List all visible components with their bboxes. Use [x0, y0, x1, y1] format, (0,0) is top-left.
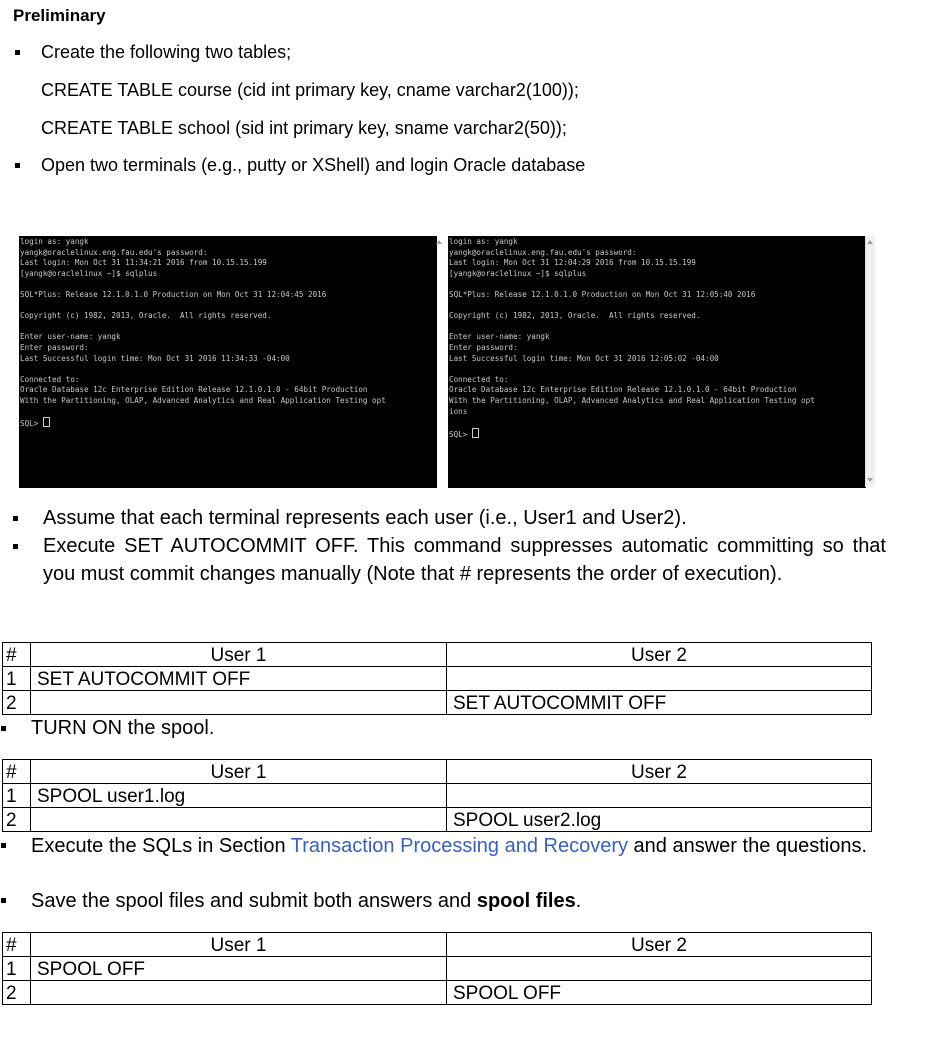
terminal-window-user2[interactable] [448, 236, 866, 488]
row-num: 1 [3, 667, 31, 691]
row-num: 1 [3, 957, 31, 981]
row-num: 1 [3, 784, 31, 808]
terminal-line [20, 301, 437, 312]
terminal-line: Enter user-name: yangk [20, 332, 121, 342]
terminal-line [449, 279, 866, 290]
table-row [3, 957, 872, 981]
bullet-autocommit: Execute SET AUTOCOMMIT OFF. This command suppresses automatic committing so that you must commit changes manually (Note that # represents the order of execution). [43, 535, 886, 585]
cursor-icon [472, 428, 479, 438]
header-num: # [3, 760, 31, 784]
user2-cell [447, 784, 872, 808]
header-num: # [3, 643, 31, 667]
terminal-line: Last Successful login time: Mon Oct 31 2016 11:34:33 -04:00 [20, 353, 290, 363]
bullet-marker [13, 544, 18, 549]
row-num: 2 [3, 981, 31, 1005]
table-spool-off [2, 932, 872, 1005]
terminal-line: SQL*Plus: Release 12.1.0.1.0 Production on Mon Oct 31 12:05:40 2016 [449, 289, 756, 299]
row-num: 2 [3, 808, 31, 832]
terminal-line: login as: yangk [20, 237, 89, 246]
table-autocommit [2, 642, 872, 715]
bullet-create-tables: Create the following two tables; [41, 42, 292, 62]
terminal-line: [yangk@oraclelinux ~]$ sqlplus [449, 268, 587, 278]
bullet-marker [1, 843, 6, 848]
terminal-line [449, 322, 866, 333]
user1-cell: SPOOL OFF [31, 957, 447, 981]
terminal-line [449, 364, 866, 375]
user1-cell [31, 981, 447, 1005]
terminal-scrollbar[interactable] [865, 236, 875, 487]
user1-cell: SET AUTOCOMMIT OFF [31, 667, 447, 691]
section-heading: Preliminary [13, 6, 106, 25]
bullet-execute-sqls [31, 833, 891, 861]
terminal-line: yangk@oraclelinux.eng.fau.edu's password: [449, 247, 637, 257]
terminal-line: ions [449, 406, 468, 416]
terminal-line: Copyright (c) 1982, 2013, Oracle. All rights reserved. [449, 311, 701, 321]
bullet-marker [1, 726, 6, 731]
bullet-open-terminals: Open two terminals (e.g., putty or XShell) and login Oracle database [41, 155, 586, 175]
user1-cell: SPOOL user1.log [31, 784, 447, 808]
terminal-line: Enter password: [20, 342, 89, 352]
bullet-marker [1, 898, 6, 903]
bullet-save-spool [31, 888, 891, 916]
bullet-marker [13, 516, 18, 521]
header-user1: User 1 [31, 643, 447, 667]
terminal-line: Copyright (c) 1982, 2013, Oracle. All rights reserved. [20, 311, 272, 321]
table-row [3, 667, 872, 691]
section-link[interactable]: Transaction Processing and Recovery [290, 835, 628, 857]
table-row [3, 981, 872, 1005]
terminal-line: Last login: Mon Oct 31 12:04:29 2016 from 10.15.15.199 [449, 258, 696, 268]
header-user1: User 1 [31, 760, 447, 784]
save-text-bold: spool files [476, 890, 576, 912]
user1-cell [31, 808, 447, 832]
bullet-marker [15, 50, 20, 55]
terminal-line [449, 417, 866, 428]
table-row [3, 808, 872, 832]
terminal-line: Oracle Database 12c Enterprise Edition Release 12.1.0.1.0 - 64bit Production [20, 385, 368, 395]
header-num: # [3, 933, 31, 957]
scroll-up-icon[interactable] [436, 240, 442, 244]
table-spool-on [2, 759, 872, 832]
terminal-line: Enter password: [449, 342, 518, 352]
terminal-line: Last Successful login time: Mon Oct 31 2016 12:05:02 -04:00 [449, 353, 719, 363]
terminal-line [20, 322, 437, 333]
header-user2: User 2 [447, 643, 872, 667]
scroll-down-icon[interactable] [867, 478, 873, 482]
terminal-line: login as: yangk [449, 237, 518, 246]
scroll-up-icon[interactable] [867, 240, 873, 244]
user2-cell: SET AUTOCOMMIT OFF [447, 691, 872, 715]
sql-create-school: CREATE TABLE school (sid int primary key, sname varchar2(50)); [41, 118, 567, 138]
terminal-line: Enter user-name: yangk [449, 332, 550, 342]
user2-cell [447, 957, 872, 981]
table-row [3, 691, 872, 715]
user2-cell [447, 667, 872, 691]
terminal-line: With the Partitioning, OLAP, Advanced Analytics and Real Application Testing opt [449, 395, 815, 405]
terminal-line [449, 301, 866, 312]
terminal-line: [yangk@oraclelinux ~]$ sqlplus [20, 268, 158, 278]
save-text-after: . [575, 890, 582, 912]
terminal-line: With the Partitioning, OLAP, Advanced Analytics and Real Application Testing opt [20, 395, 386, 405]
terminal-window-user1[interactable] [19, 236, 437, 488]
terminal-line [20, 279, 437, 290]
header-user1: User 1 [31, 933, 447, 957]
bullet-marker [15, 163, 20, 168]
user2-cell: SPOOL user2.log [447, 808, 872, 832]
terminal-line [20, 364, 437, 375]
bullet-assume-users: Assume that each terminal represents each user (i.e., User1 and User2). [43, 507, 687, 529]
terminal-line: SQL*Plus: Release 12.1.0.1.0 Production on Mon Oct 31 12:04:45 2016 [20, 289, 327, 299]
terminal-line: SQL> [449, 428, 866, 439]
terminal-line: SQL> [20, 417, 437, 428]
execute-text-before: Execute the SQLs in Section [31, 835, 291, 857]
save-text-before: Save the spool files and submit both answers and [31, 890, 477, 912]
terminal-line: yangk@oraclelinux.eng.fau.edu's password: [20, 247, 208, 257]
user1-cell [31, 691, 447, 715]
terminal-line [20, 407, 437, 418]
terminal-line: Connected to: [20, 374, 80, 384]
sql-create-course: CREATE TABLE course (cid int primary key, cname varchar2(100)); [41, 80, 579, 100]
terminal-line: Last login: Mon Oct 31 11:34:21 2016 from 10.15.15.199 [20, 258, 267, 268]
user2-cell: SPOOL OFF [447, 981, 872, 1005]
table-header-row [3, 760, 872, 784]
cursor-icon [43, 417, 50, 427]
table-header-row [3, 933, 872, 957]
execute-text-after: and answer the questions. [628, 835, 868, 857]
terminal-line: Connected to: [449, 374, 509, 384]
terminal-line: Oracle Database 12c Enterprise Edition Release 12.1.0.1.0 - 64bit Production [449, 385, 797, 395]
header-user2: User 2 [447, 933, 872, 957]
bullet-spool-on: TURN ON the spool. [31, 717, 215, 739]
table-header-row [3, 643, 872, 667]
row-num: 2 [3, 691, 31, 715]
table-row [3, 784, 872, 808]
header-user2: User 2 [447, 760, 872, 784]
